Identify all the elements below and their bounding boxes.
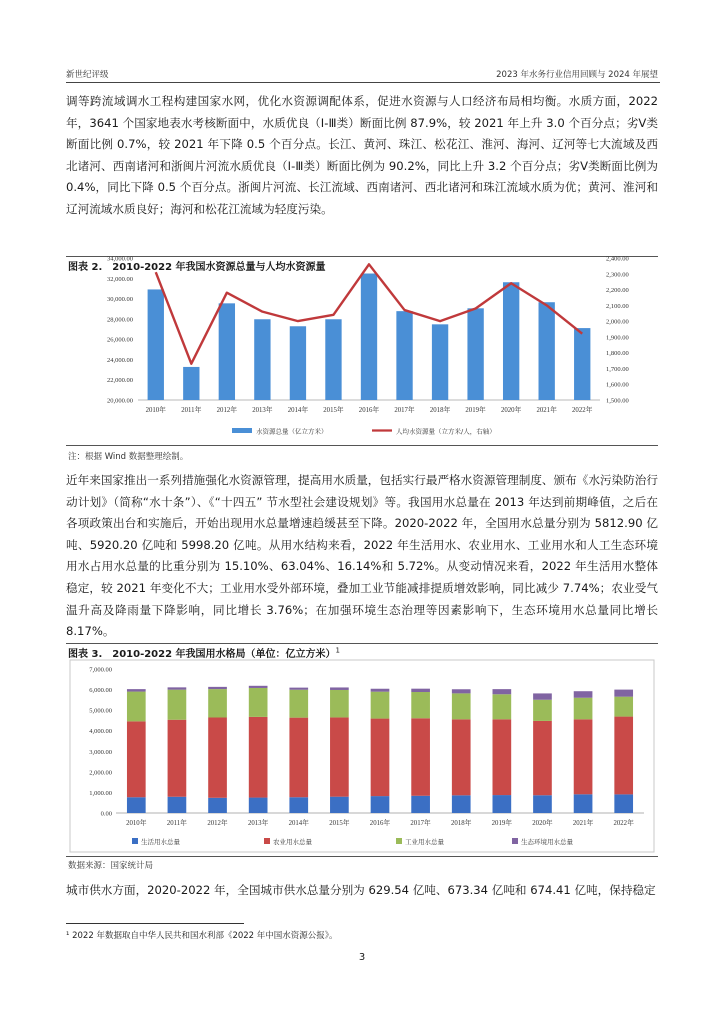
x-tick-label: 2012年 — [216, 407, 238, 414]
water-resource-bar — [396, 311, 412, 400]
water-resource-bar — [432, 324, 448, 400]
x-tick-label: 2017年 — [394, 407, 415, 414]
industrial-water-segment — [533, 700, 552, 721]
agricultural-water-segment — [371, 719, 390, 797]
agricultural-water-segment — [208, 718, 227, 798]
header-divider — [66, 82, 660, 83]
figure2-legend — [232, 427, 496, 436]
ecological-water-segment — [289, 688, 308, 690]
ecological-water-segment — [249, 686, 268, 688]
water-resource-bar — [539, 302, 555, 400]
agricultural-water-segment — [249, 717, 268, 798]
legend-swatch — [396, 838, 402, 844]
y-left-tick-label: 22,000.00 — [107, 377, 133, 385]
agricultural-water-segment — [452, 719, 471, 795]
industrial-water-segment — [168, 690, 187, 720]
ecological-water-segment — [127, 689, 146, 691]
y-left-tick-label: 24,000.00 — [107, 356, 133, 364]
industrial-water-segment — [208, 689, 227, 717]
legend-label: 生态环境用水总量 — [521, 838, 573, 846]
y-right-tick-label: 2,400.00 — [606, 255, 629, 263]
ecological-water-segment — [533, 693, 552, 699]
domestic-water-segment — [533, 795, 552, 813]
y-right-tick-label: 2,300.00 — [606, 271, 629, 279]
y-right-tick-label: 2,100.00 — [606, 302, 629, 310]
domestic-water-segment — [411, 796, 430, 813]
y-right-tick-label: 2,000.00 — [606, 318, 629, 326]
water-resource-bar — [219, 303, 235, 400]
x-tick-label: 2013年 — [247, 820, 269, 827]
water-resource-bar — [148, 289, 164, 400]
page-number: 3 — [358, 952, 366, 963]
figure3-top-rule — [66, 643, 658, 644]
legend-label: 生活用水总量 — [141, 838, 180, 846]
water-resource-bar — [254, 319, 270, 400]
y-left-tick-label: 32,000.00 — [107, 275, 133, 283]
ecological-water-segment — [330, 687, 349, 690]
y-right-tick-label: 2,200.00 — [606, 287, 629, 295]
figure2-chart — [66, 246, 666, 456]
figure2-title: 图表 2. 2010-2022 年我国水资源总量与人均水资源量 — [68, 262, 326, 273]
ecological-water-segment — [371, 689, 390, 692]
paragraph-urban-supply: 城市供水方面，2020-2022 年，全国城市供水总量分别为 629.54 亿吨、673.34 亿吨和 674.41 亿吨，保持稳定 — [66, 883, 656, 897]
figure2-bottom-rule — [66, 445, 658, 446]
y-left-tick-label: 20,000.00 — [107, 397, 133, 405]
x-tick-label: 2021年 — [536, 407, 557, 414]
figure3-bottom-rule — [66, 856, 658, 857]
header-left: 新世纪评级 — [66, 70, 109, 80]
agricultural-water-segment — [289, 718, 308, 798]
legend-label: 工业用水总量 — [405, 838, 444, 846]
y-tick-label: 7,000.00 — [89, 666, 112, 674]
industrial-water-segment — [493, 694, 512, 719]
x-tick-label: 2022年 — [613, 820, 634, 827]
x-tick-label: 2018年 — [451, 820, 472, 827]
x-tick-label: 2014年 — [288, 820, 309, 827]
paragraph-water-usage: 近年来国家推出一系列措施强化水资源管理，提高用水质量，包括实行最严格水资源管理制度、颁布《水污染防治行动计划》（简称“水十条”）、《“十四五” 节水型社会建设规划》等。我国用水总量在 2013 年达到前期峰值，之后在各项政策出台和实施后，开始出现用水总量增速趋缓甚至下降。2020-2022 年，全国用水总量分别为 5812.90 亿吨、5920.20 亿吨和 5998.20 亿吨。从用水结构来看，2022 年生活用水、农业用水、工业用水和人工生态环境用水占用水总量的比重分别为 15.10%、63.04%、16.14%和 5.72%。从变动情况来看，2022 年生活用水整体稳定，较 2021 年变化不大；工业用水受外部环境，叠加工业节能减排提质增效影响，同比减少 7.74%；农业受气温升高及降雨量下降影响，同比增长 3.76%；在加强环境生态治理等因素影响下，生态环境用水总量同比增长 8.17%。 — [66, 473, 658, 639]
x-tick-label: 2019年 — [491, 820, 513, 827]
x-tick-label: 2010年 — [126, 820, 147, 827]
ecological-water-segment — [452, 689, 471, 693]
x-tick-label: 2018年 — [429, 407, 451, 414]
industrial-water-segment — [127, 692, 146, 722]
x-tick-label: 2015年 — [323, 407, 344, 414]
water-resource-bar — [361, 274, 377, 400]
industrial-water-segment — [249, 688, 268, 717]
industrial-water-segment — [330, 690, 349, 717]
water-resource-bar — [574, 328, 590, 400]
water-resource-bar — [290, 326, 306, 400]
y-right-tick-label: 1,700.00 — [606, 365, 629, 373]
domestic-water-segment — [371, 796, 390, 813]
x-tick-label: 2013年 — [252, 407, 273, 414]
figure3-chart — [66, 658, 658, 854]
domestic-water-segment — [168, 797, 187, 813]
agricultural-water-segment — [493, 719, 512, 795]
x-tick-label: 2020年 — [532, 820, 553, 827]
legend-swatch — [512, 838, 518, 844]
y-left-tick-label: 28,000.00 — [107, 316, 133, 324]
legend-swatch — [132, 838, 138, 844]
x-tick-label: 2011年 — [181, 407, 202, 414]
y-left-tick-label: 30,000.00 — [107, 296, 133, 304]
domestic-water-segment — [249, 798, 268, 813]
legend-label: 农业用水总量 — [273, 838, 312, 846]
x-tick-label: 2022年 — [572, 407, 593, 414]
footnote-divider — [66, 923, 244, 924]
domestic-water-segment — [330, 797, 349, 813]
y-tick-label: 1,000.00 — [89, 789, 112, 797]
domestic-water-segment — [289, 797, 308, 813]
ecological-water-segment — [411, 689, 430, 692]
x-tick-label: 2019年 — [465, 407, 486, 414]
header-right: 2023 年水务行业信用回顾与 2024 年展望 — [496, 70, 658, 80]
y-tick-label: 0.00 — [100, 810, 112, 818]
x-tick-label: 2021年 — [572, 820, 594, 827]
x-tick-label: 2010年 — [145, 407, 166, 414]
x-tick-label: 2016年 — [358, 407, 380, 414]
agricultural-water-segment — [330, 717, 349, 796]
domestic-water-segment — [614, 794, 633, 813]
domestic-water-segment — [208, 798, 227, 813]
figure3-frame — [70, 660, 654, 852]
industrial-water-segment — [574, 698, 593, 720]
y-right-tick-label: 1,800.00 — [606, 350, 629, 358]
ecological-water-segment — [168, 687, 187, 689]
x-tick-label: 2012年 — [207, 820, 228, 827]
water-resource-bar — [325, 319, 341, 400]
industrial-water-segment — [289, 690, 308, 718]
legend-label-per-capita: 人均水资源量（立方米/人，右轴） — [396, 427, 496, 436]
y-tick-label: 6,000.00 — [89, 687, 112, 695]
y-left-tick-label: 34,000.00 — [107, 255, 133, 263]
industrial-water-segment — [371, 692, 390, 719]
agricultural-water-segment — [574, 719, 593, 794]
y-tick-label: 2,000.00 — [89, 769, 112, 777]
water-resource-bar — [503, 282, 519, 400]
figure3-source: 数据来源：国家统计局 — [68, 861, 154, 871]
water-resource-bar — [183, 367, 199, 400]
figure2-source: 注：根据 Wind 数据整理绘制。 — [68, 452, 189, 462]
legend-swatch-bar — [232, 428, 252, 433]
agricultural-water-segment — [411, 718, 430, 795]
legend-label-total: 水资源总量（亿立方米） — [256, 427, 328, 436]
y-right-tick-label: 1,900.00 — [606, 334, 629, 342]
y-right-tick-label: 1,600.00 — [606, 381, 629, 389]
paragraph-water-quality: 调等跨流域调水工程构建国家水网，优化水资源调配体系，促进水资源与人口经济布局相均衡。水质方面，2022 年，3641 个国家地表水考核断面中，水质优良（Ⅰ-Ⅲ类）断面比例 87.9%，较 2021 年上升 3.0 个百分点；劣Ⅴ类断面比例 0.7%，较 2021 年下降 0.5 个百分点。长江、黄河、珠江、松花江、淮河、海河、辽河等七大流域及西北诸河、西南诸河和浙闽片河流水质优良（Ⅰ-Ⅲ类）断面比例为 90.2%，同比上升 3.2 个百分点；劣Ⅴ类断面比例为 0.4%，同比下降 0.5 个百分点。浙闽片河流、长江流域、西南诸河、西北诸河和珠江流域水质为优；黄河、淮河和辽河流域水质良好；海河和松花江流域为轻度污染。 — [66, 94, 658, 216]
figure3-legend — [132, 837, 574, 846]
ecological-water-segment — [614, 690, 633, 697]
y-tick-label: 4,000.00 — [89, 728, 112, 736]
y-tick-label: 5,000.00 — [89, 707, 112, 715]
domestic-water-segment — [493, 795, 512, 813]
domestic-water-segment — [127, 797, 146, 813]
x-tick-label: 2014年 — [287, 407, 309, 414]
x-tick-label: 2011年 — [166, 820, 187, 827]
industrial-water-segment — [614, 697, 633, 717]
y-right-tick-label: 1,500.00 — [606, 397, 629, 405]
x-tick-label: 2015年 — [329, 820, 350, 827]
ecological-water-segment — [574, 691, 593, 698]
industrial-water-segment — [411, 692, 430, 718]
y-tick-label: 3,000.00 — [89, 748, 112, 756]
x-tick-label: 2016年 — [369, 820, 391, 827]
agricultural-water-segment — [127, 721, 146, 797]
industrial-water-segment — [452, 693, 471, 719]
x-tick-label: 2017年 — [410, 820, 431, 827]
figure3-title-text: 图表 3. 2010-2022 年我国用水格局（单位：亿立方米） — [68, 649, 336, 660]
water-resource-bar — [467, 308, 483, 400]
ecological-water-segment — [493, 689, 512, 694]
agricultural-water-segment — [533, 721, 552, 795]
legend-swatch — [264, 838, 270, 844]
figure3-title-footnote-mark: 1 — [335, 646, 341, 655]
y-left-tick-label: 26,000.00 — [107, 336, 133, 344]
ecological-water-segment — [208, 687, 227, 689]
footnote: ¹ 2022 年数据取自中华人民共和国水利部《2022 年中国水资源公报》。 — [66, 931, 338, 941]
x-tick-label: 2020年 — [500, 407, 522, 414]
agricultural-water-segment — [168, 720, 187, 797]
domestic-water-segment — [452, 795, 471, 813]
agricultural-water-segment — [614, 717, 633, 795]
domestic-water-segment — [574, 794, 593, 813]
